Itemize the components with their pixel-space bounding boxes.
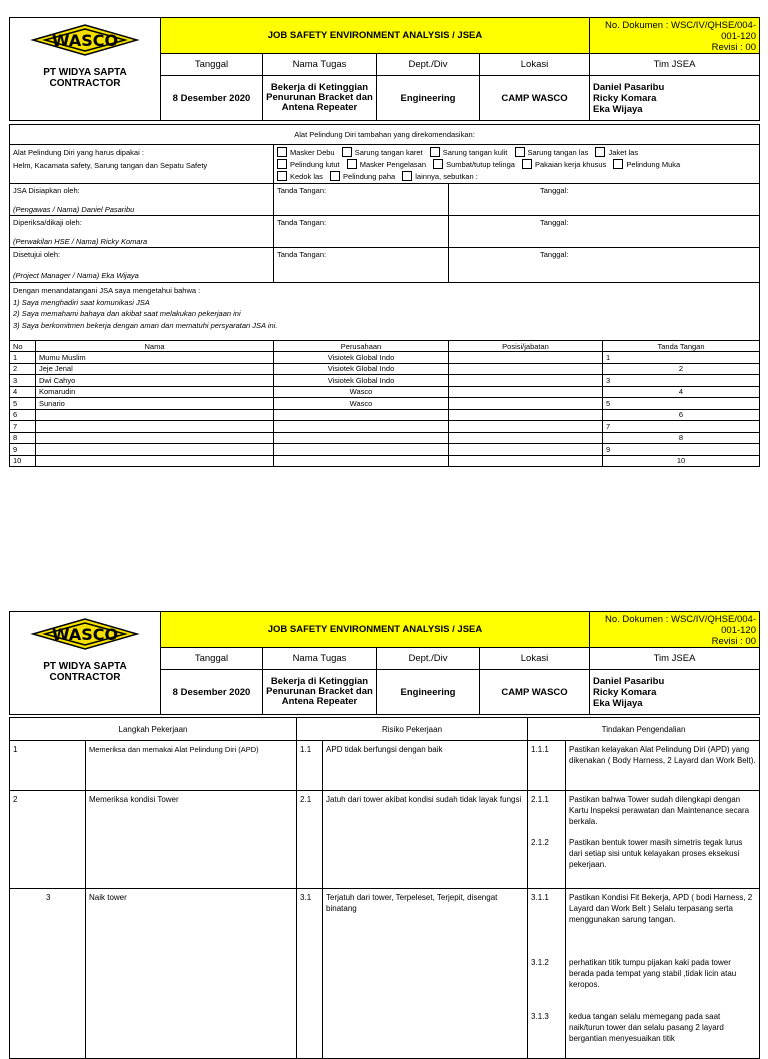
- control-no-cell: [528, 889, 566, 1059]
- checkbox-icon[interactable]: [277, 159, 287, 169]
- statement-point: 1) Saya menghadiri saat komunikasi JSA: [13, 297, 150, 307]
- approved-label: Disetujui oleh:: [13, 250, 61, 259]
- control-text: Pastikan kelayakan Alat Pelindung Diri (APD) yang dikenakan ( Body Harness, 2 Layard dan Work Belt).: [566, 741, 760, 791]
- risk-no: 1.1: [297, 741, 323, 791]
- label-tim: Tim JSEA: [590, 648, 760, 670]
- doc-number: No. Dokumen : WSC/IV/QHSE/004-001-120: [605, 20, 756, 42]
- risk-no: 3.1: [297, 889, 323, 1059]
- checkbox-icon[interactable]: [342, 147, 352, 157]
- tim-member: Eka Wijaya: [593, 697, 643, 709]
- checkbox-icon[interactable]: [595, 147, 605, 157]
- checkbox-icon[interactable]: [277, 147, 287, 157]
- checked-cell: [10, 216, 274, 248]
- doc-number-cell: [590, 18, 760, 54]
- control-no: 3.1.1: [531, 893, 549, 902]
- steps-table: [9, 717, 760, 1059]
- step-no: 3: [10, 889, 86, 1059]
- control-cell: [566, 889, 760, 1059]
- col-perusahaan: Perusahaan: [274, 341, 449, 352]
- doc-title: JOB SAFETY ENVIRONMENT ANALYSIS / JSEA: [161, 18, 590, 54]
- checkbox-icon[interactable]: [515, 147, 525, 157]
- step-text: Memeriksa kondisi Tower: [86, 791, 297, 889]
- checked-label: Diperiksa/dikaji oleh:: [13, 218, 82, 227]
- value-tim: [590, 670, 760, 715]
- company-name: PT WIDYA SAPTA CONTRACTOR: [43, 661, 127, 683]
- value-tanggal: 8 Desember 2020: [161, 670, 263, 715]
- tim-member: Daniel Pasaribu: [593, 81, 665, 93]
- logo-cell: [10, 18, 161, 121]
- logo-cell: [10, 612, 161, 715]
- approved-date[interactable]: Tanggal:: [449, 248, 760, 283]
- prepared-by: (Pengawas / Nama) Daniel Pasaribu: [13, 205, 135, 214]
- approved-signature[interactable]: Tanda Tangan:: [274, 248, 449, 283]
- col-posisi: Posisi/jabatan: [449, 341, 603, 352]
- step-row-1: [10, 741, 760, 791]
- risk-text: Jatuh dari tower akibat kondisi sudah tidak layak fungsi: [323, 791, 528, 889]
- approved-cell: [10, 248, 274, 283]
- table-row: 10 10: [10, 455, 760, 467]
- control-no-cell: [528, 791, 566, 889]
- prepared-cell: [10, 184, 274, 216]
- revision: Revisi : 00: [711, 636, 756, 647]
- step-text: Memeriksa dan memakai Alat Pelindung Diri (APD): [86, 741, 297, 791]
- apd-wajib-cell: [10, 145, 274, 184]
- value-dept: Engineering: [377, 670, 480, 715]
- wasco-logo: [25, 22, 145, 58]
- table-row: 5 Sunario Wasco 5: [10, 398, 760, 410]
- svg-text:WASCO: WASCO: [51, 31, 119, 50]
- value-tim: [590, 76, 760, 121]
- statement-point: 3) Saya berkomitmen bekerja dengan aman dan mematuhi persyaratan JSA ini.: [13, 320, 278, 330]
- col-nama: Nama: [36, 341, 274, 352]
- header-table-1: [9, 17, 760, 121]
- ppe-option[interactable]: Jaket las: [595, 147, 638, 159]
- control-no: 2.1.2: [531, 838, 549, 847]
- label-nama-tugas: Nama Tugas: [263, 54, 377, 76]
- ppe-option[interactable]: Sarung tangan karet: [342, 147, 423, 159]
- value-dept: Engineering: [377, 76, 480, 121]
- checked-by: (Perwakilan HSE / Nama) Ricky Komara: [13, 237, 148, 246]
- doc-number: No. Dokumen : WSC/IV/QHSE/004-001-120: [605, 614, 756, 636]
- table-row: 8 8: [10, 432, 760, 444]
- statement: Dengan menandatangani JSA saya mengetahui bahwa :: [13, 286, 201, 295]
- col-ttd: Tanda Tangan: [603, 341, 760, 352]
- step-text: Naik tower: [86, 889, 297, 1059]
- label-tanggal: Tanggal: [161, 54, 263, 76]
- ppe-option[interactable]: Kedok las: [277, 171, 323, 183]
- wasco-logo: [25, 616, 145, 652]
- control-text: Pastikan bentuk tower masih simetris tegak lurus dari setiap sisi untuk kelayakan proses eksekusi pekerjaan.: [569, 838, 743, 869]
- statement-point: 2) Saya memahami bahaya dan akibat saat melakukan pekerjaan ini: [13, 309, 241, 318]
- col-langkah: Langkah Pekerjaan: [10, 718, 297, 741]
- attendance-header: [10, 341, 760, 352]
- risk-text: Terjatuh dari tower, Terpeleset, Terjepit, disengat binatang: [323, 889, 528, 1059]
- ppe-option[interactable]: Masker Pengelasan: [347, 159, 426, 171]
- tim-member: Daniel Pasaribu: [593, 675, 665, 687]
- value-tanggal: 8 Desember 2020: [161, 76, 263, 121]
- jsa-form-table: [9, 124, 760, 467]
- ppe-option[interactable]: Sarung tangan las: [515, 147, 589, 159]
- tim-member: Ricky Komara: [593, 686, 657, 698]
- prepared-signature[interactable]: Tanda Tangan:: [274, 184, 449, 216]
- table-row: 4 Komarudin Wasco 4: [10, 386, 760, 398]
- label-lokasi: Lokasi: [480, 648, 590, 670]
- statement-cell: [10, 283, 760, 341]
- control-text: Pastikan Kondisi Fit Bekerja, APD ( bodi Harness, 2 Layard dan Work Belt ) Selalu terpasang serta menggunakan sarung tangan.: [569, 893, 753, 924]
- control-cell: [566, 791, 760, 889]
- table-row: 2 Jeje Jenal Visiotek Global Indo 2: [10, 363, 760, 375]
- prepared-date[interactable]: Tanggal:: [449, 184, 760, 216]
- ppe-option[interactable]: Pelindung lutut: [277, 159, 340, 171]
- step-no: 2: [10, 791, 86, 889]
- label-tanggal: Tanggal: [161, 648, 263, 670]
- checkbox-icon[interactable]: [522, 159, 532, 169]
- label-dept: Dept./Div: [377, 54, 480, 76]
- step-row-2: [10, 791, 760, 889]
- ppe-option[interactable]: lainnya, sebutkan :: [402, 171, 478, 183]
- col-risiko: Risiko Pekerjaan: [297, 718, 528, 741]
- revision: Revisi : 00: [711, 42, 756, 53]
- control-no: 2.1.1: [531, 795, 549, 804]
- prepared-label: JSA Disiapkan oleh:: [13, 186, 80, 195]
- value-lokasi: CAMP WASCO: [480, 670, 590, 715]
- checkbox-icon[interactable]: [330, 171, 340, 181]
- checked-date[interactable]: Tanggal:: [449, 216, 760, 248]
- ppe-option[interactable]: Sumbat/tutup telinga: [433, 159, 515, 171]
- step-row-3: [10, 889, 760, 1059]
- tim-member: Eka Wijaya: [593, 103, 643, 115]
- ppe-option[interactable]: Pelindung Muka: [613, 159, 680, 171]
- ppe-options: [274, 145, 760, 184]
- control-no: 1.1.1: [528, 741, 566, 791]
- company-name: PT WIDYA SAPTA CONTRACTOR: [43, 67, 127, 89]
- table-row: 3 Dwi Cahyo Visiotek Global Indo 3: [10, 375, 760, 387]
- col-tindakan: Tindakan Pengendalian: [528, 718, 760, 741]
- table-row: 7 7: [10, 421, 760, 433]
- tim-member: Ricky Komara: [593, 92, 657, 104]
- ppe-option[interactable]: Masker Debu: [277, 147, 335, 159]
- checkbox-icon[interactable]: [402, 171, 412, 181]
- apd-wajib-label: Alat Pelindung Diri yang harus dipakai :: [13, 148, 144, 157]
- label-dept: Dept./Div: [377, 648, 480, 670]
- control-text: kedua tangan selalu memegang pada saat naik/turun tower dan selalu pasang 2 layard bergantian menyesuaikan titik: [569, 1012, 724, 1043]
- control-text: perhatikan titik tumpu pijakan kaki pada tower berada pada tempat yang stabil ,tidak licin atau keropos.: [569, 958, 737, 989]
- ppe-option[interactable]: Sarung tangan kulit: [430, 147, 508, 159]
- header-table-2: [9, 611, 760, 715]
- label-lokasi: Lokasi: [480, 54, 590, 76]
- ppe-option[interactable]: Pelindung paha: [330, 171, 395, 183]
- apd-tambahan-title: Alat Pelindung Diri tambahan yang direkomendasikan:: [10, 125, 760, 145]
- checked-signature[interactable]: Tanda Tangan:: [274, 216, 449, 248]
- control-text: Pastikan bahwa Tower sudah dilengkapi dengan Kartu Inspeksi perawatan dan Maintenance secara berkala.: [569, 795, 750, 826]
- apd-wajib-list: Helm, Kacamata safety, Sarung tangan dan Sepatu Safety: [13, 161, 208, 170]
- table-row: 6 6: [10, 409, 760, 421]
- value-lokasi: CAMP WASCO: [480, 76, 590, 121]
- doc-title: JOB SAFETY ENVIRONMENT ANALYSIS / JSEA: [161, 612, 590, 648]
- steps-header: [10, 718, 760, 741]
- doc-number-cell: [590, 612, 760, 648]
- ppe-option[interactable]: Pakaian kerja khusus: [522, 159, 606, 171]
- value-nama-tugas: Bekerja di Ketinggian Penurunan Bracket dan Antena Repeater: [263, 670, 377, 715]
- table-row: 9 9: [10, 444, 760, 456]
- label-nama-tugas: Nama Tugas: [263, 648, 377, 670]
- risk-no: 2.1: [297, 791, 323, 889]
- risk-text: APD tidak berfungsi dengan baik: [323, 741, 528, 791]
- value-nama-tugas: Bekerja di Ketinggian Penurunan Bracket dan Antena Repeater: [263, 76, 377, 121]
- label-tim: Tim JSEA: [590, 54, 760, 76]
- svg-text:WASCO: WASCO: [51, 625, 119, 644]
- approved-by: (Project Manager / Nama) Eka Wijaya: [13, 271, 139, 280]
- checkbox-icon[interactable]: [433, 159, 443, 169]
- control-no: 3.1.2: [531, 958, 549, 967]
- checkbox-icon[interactable]: [613, 159, 623, 169]
- checkbox-icon[interactable]: [277, 171, 287, 181]
- checkbox-icon[interactable]: [347, 159, 357, 169]
- col-no: No: [10, 341, 36, 352]
- step-no: 1: [10, 741, 86, 791]
- control-no: 3.1.3: [531, 1012, 549, 1021]
- table-row: 1 Mumu Muslim Visiotek Global Indo 1: [10, 352, 760, 364]
- checkbox-icon[interactable]: [430, 147, 440, 157]
